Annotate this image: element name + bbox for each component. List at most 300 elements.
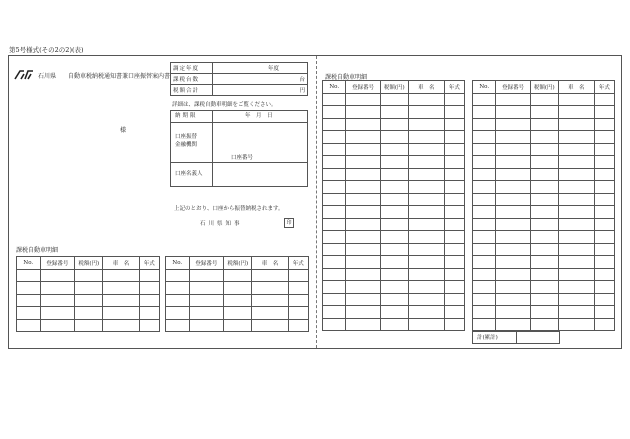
- table-cell: [252, 319, 288, 332]
- table-row: [473, 243, 615, 256]
- table-cell: [408, 93, 444, 106]
- table-cell: [558, 156, 594, 169]
- table-row: [473, 168, 615, 181]
- column-header: 車 名: [558, 81, 594, 94]
- table-row: [166, 294, 309, 307]
- table-cell: [408, 118, 444, 131]
- table-row: [473, 306, 615, 319]
- table-cell: [594, 231, 614, 244]
- table-cell: [346, 281, 380, 294]
- table-cell: [323, 181, 346, 194]
- table-cell: [189, 269, 224, 282]
- table-row: [323, 318, 465, 331]
- table-cell: [473, 143, 496, 156]
- vehicle-section-title-right: 課税自動車明細: [325, 74, 368, 81]
- table-cell: [252, 282, 288, 295]
- table-cell: [40, 294, 75, 307]
- table-cell: [594, 181, 614, 194]
- table-cell: [444, 118, 464, 131]
- table-cell: [346, 318, 380, 331]
- governor-name: 石川県知事: [200, 221, 243, 227]
- table-cell: [380, 206, 408, 219]
- table-cell: [408, 106, 444, 119]
- table-cell: [496, 231, 530, 244]
- table-cell: [496, 243, 530, 256]
- table-cell: [473, 131, 496, 144]
- form-header: [14, 70, 170, 80]
- table-cell: [496, 118, 530, 131]
- table-cell: [380, 281, 408, 294]
- table-cell: [594, 306, 614, 319]
- table-cell: [530, 106, 558, 119]
- document-title: 自動車税納税通知書兼口座振替案内書: [68, 72, 171, 80]
- table-row: [323, 106, 465, 119]
- table-header-row: [17, 257, 160, 270]
- table-cell: [17, 269, 41, 282]
- table-cell: [288, 294, 308, 307]
- table-cell: [496, 131, 530, 144]
- table-cell: [444, 143, 464, 156]
- table-row: [17, 282, 160, 295]
- table-cell: [40, 282, 75, 295]
- table-cell: [444, 318, 464, 331]
- table-cell: [530, 218, 558, 231]
- table-row: [323, 206, 465, 219]
- table-cell: [473, 293, 496, 306]
- table-cell: [496, 143, 530, 156]
- table-cell: [496, 106, 530, 119]
- table-row: [473, 218, 615, 231]
- prefecture-logo-icon: [14, 70, 34, 80]
- column-header: 年式: [444, 81, 464, 94]
- account-holder-label: 口座名義人: [171, 163, 213, 186]
- table-cell: [558, 268, 594, 281]
- table-cell: [496, 181, 530, 194]
- table-cell: [380, 293, 408, 306]
- table-cell: [166, 294, 190, 307]
- table-cell: [530, 118, 558, 131]
- table-cell: [530, 193, 558, 206]
- table-cell: [473, 106, 496, 119]
- table-cell: [323, 118, 346, 131]
- summary-label: 調定年度: [171, 63, 213, 74]
- table-cell: [558, 256, 594, 269]
- table-cell: [496, 93, 530, 106]
- table-cell: [496, 256, 530, 269]
- column-header: 年式: [139, 257, 159, 270]
- table-cell: [594, 218, 614, 231]
- table-cell: [323, 106, 346, 119]
- column-header: 車 名: [408, 81, 444, 94]
- table-cell: [380, 231, 408, 244]
- column-header: 税額(円): [75, 257, 103, 270]
- table-cell: [444, 218, 464, 231]
- table-cell: [594, 131, 614, 144]
- column-header: 登録番号: [496, 81, 530, 94]
- payment-box: [170, 110, 308, 187]
- table-cell: [558, 218, 594, 231]
- table-cell: [380, 268, 408, 281]
- table-row: [323, 293, 465, 306]
- table-row: [323, 231, 465, 244]
- table-row: [473, 156, 615, 169]
- table-cell: [408, 318, 444, 331]
- table-cell: [473, 318, 496, 331]
- table-cell: [346, 106, 380, 119]
- table-cell: [288, 282, 308, 295]
- table-cell: [323, 156, 346, 169]
- table-row: [473, 131, 615, 144]
- table-row: [323, 93, 465, 106]
- table-cell: [444, 193, 464, 206]
- table-header-row: [166, 257, 309, 270]
- table-cell: [594, 206, 614, 219]
- table-row: [473, 318, 615, 331]
- table-cell: [496, 193, 530, 206]
- table-cell: [408, 193, 444, 206]
- vehicle-section-title-left: 課税自動車明細: [16, 247, 59, 254]
- form-label: 第5号様式(その2の2)(表): [9, 46, 84, 54]
- summary-row-year: [171, 63, 308, 74]
- table-cell: [189, 307, 224, 320]
- table-cell: [380, 143, 408, 156]
- table-cell: [380, 131, 408, 144]
- table-cell: [530, 143, 558, 156]
- table-cell: [530, 206, 558, 219]
- table-cell: [75, 294, 103, 307]
- table-cell: [473, 93, 496, 106]
- table-cell: [346, 156, 380, 169]
- table-cell: [530, 131, 558, 144]
- table-cell: [444, 168, 464, 181]
- table-cell: [444, 93, 464, 106]
- table-cell: [594, 106, 614, 119]
- column-header: 税額(円): [530, 81, 558, 94]
- column-header: 登録番号: [40, 257, 75, 270]
- table-cell: [323, 306, 346, 319]
- table-cell: [408, 256, 444, 269]
- table-cell: [17, 294, 41, 307]
- column-header: 年式: [594, 81, 614, 94]
- table-cell: [380, 156, 408, 169]
- table-cell: [346, 243, 380, 256]
- table-cell: [408, 156, 444, 169]
- table-cell: [473, 118, 496, 131]
- table-row: [17, 319, 160, 332]
- table-cell: [594, 118, 614, 131]
- table-cell: [323, 293, 346, 306]
- table-cell: [496, 218, 530, 231]
- table-cell: [346, 268, 380, 281]
- table-cell: [558, 206, 594, 219]
- table-row: [323, 243, 465, 256]
- table-cell: [594, 318, 614, 331]
- table-cell: [530, 156, 558, 169]
- summary-row-total: [171, 85, 308, 96]
- summary-unit: 円: [213, 85, 308, 96]
- column-header: 税額(円): [224, 257, 252, 270]
- table-cell: [558, 118, 594, 131]
- table-cell: [408, 281, 444, 294]
- table-cell: [346, 131, 380, 144]
- table-cell: [380, 193, 408, 206]
- table-cell: [17, 282, 41, 295]
- table-cell: [166, 282, 190, 295]
- table-cell: [189, 319, 224, 332]
- table-cell: [224, 269, 252, 282]
- table-cell: [408, 218, 444, 231]
- column-header: No.: [166, 257, 190, 270]
- table-row: [323, 218, 465, 231]
- table-cell: [558, 293, 594, 306]
- table-cell: [558, 318, 594, 331]
- table-cell: [408, 206, 444, 219]
- table-row: [323, 181, 465, 194]
- table-cell: [594, 243, 614, 256]
- table-cell: [473, 218, 496, 231]
- table-cell: [288, 269, 308, 282]
- table-cell: [380, 306, 408, 319]
- table-cell: [224, 294, 252, 307]
- table-cell: [346, 168, 380, 181]
- table-cell: [408, 243, 444, 256]
- table-cell: [473, 206, 496, 219]
- table-cell: [530, 293, 558, 306]
- table-cell: [444, 231, 464, 244]
- table-cell: [444, 256, 464, 269]
- table-cell: [558, 193, 594, 206]
- table-row: [323, 268, 465, 281]
- bank-label-line1: 口座振替: [175, 134, 198, 140]
- bank-row: [171, 123, 307, 163]
- table-cell: [473, 231, 496, 244]
- table-cell: [17, 319, 41, 332]
- table-row: [323, 306, 465, 319]
- table-row: [323, 193, 465, 206]
- table-cell: [323, 168, 346, 181]
- deadline-units: 年 月 日: [245, 113, 273, 119]
- table-header-row: [473, 81, 615, 94]
- deadline-label: 納期限: [171, 111, 213, 122]
- vehicle-detail-table-1: [16, 256, 160, 332]
- table-cell: [530, 181, 558, 194]
- summary-label: 課税台数: [171, 74, 213, 85]
- table-cell: [473, 306, 496, 319]
- table-cell: [323, 143, 346, 156]
- table-cell: [496, 168, 530, 181]
- table-cell: [139, 282, 159, 295]
- official-seal: 印: [284, 218, 294, 228]
- table-cell: [530, 281, 558, 294]
- table-cell: [380, 318, 408, 331]
- table-cell: [346, 143, 380, 156]
- table-cell: [40, 319, 75, 332]
- table-cell: [323, 231, 346, 244]
- table-cell: [346, 206, 380, 219]
- table-cell: [444, 293, 464, 306]
- table-cell: [558, 306, 594, 319]
- table-cell: [40, 269, 75, 282]
- table-cell: [323, 131, 346, 144]
- table-row: [473, 281, 615, 294]
- table-cell: [496, 293, 530, 306]
- table-cell: [380, 118, 408, 131]
- table-cell: [380, 243, 408, 256]
- table-cell: [594, 256, 614, 269]
- column-header: No.: [323, 81, 346, 94]
- summary-row-count: [171, 74, 308, 85]
- table-cell: [530, 306, 558, 319]
- bank-label: [171, 123, 213, 162]
- table-cell: [473, 193, 496, 206]
- table-cell: [558, 243, 594, 256]
- table-cell: [139, 294, 159, 307]
- table-row: [473, 268, 615, 281]
- table-cell: [496, 281, 530, 294]
- table-cell: [346, 193, 380, 206]
- table-row: [473, 93, 615, 106]
- column-header: No.: [473, 81, 496, 94]
- table-cell: [496, 156, 530, 169]
- column-header: 税額(円): [380, 81, 408, 94]
- table-cell: [252, 294, 288, 307]
- table-cell: [75, 319, 103, 332]
- table-cell: [558, 281, 594, 294]
- summary-unit: 年度: [213, 63, 308, 74]
- table-cell: [323, 318, 346, 331]
- table-cell: [252, 307, 288, 320]
- table-row: [473, 231, 615, 244]
- table-cell: [323, 93, 346, 106]
- table-cell: [558, 181, 594, 194]
- table-cell: [594, 143, 614, 156]
- table-cell: [444, 106, 464, 119]
- table-cell: [444, 181, 464, 194]
- column-header: 車 名: [252, 257, 288, 270]
- table-cell: [380, 218, 408, 231]
- table-cell: [408, 268, 444, 281]
- table-cell: [323, 268, 346, 281]
- summary-unit: 台: [213, 74, 308, 85]
- table-row: [17, 294, 160, 307]
- account-holder-row: [171, 163, 307, 186]
- table-row: [323, 143, 465, 156]
- table-cell: [346, 218, 380, 231]
- table-cell: [408, 181, 444, 194]
- table-cell: [473, 168, 496, 181]
- table-cell: [323, 256, 346, 269]
- table-row: [323, 131, 465, 144]
- table-row: [323, 281, 465, 294]
- table-cell: [558, 131, 594, 144]
- table-cell: [530, 268, 558, 281]
- table-cell: [189, 294, 224, 307]
- table-cell: [380, 93, 408, 106]
- table-cell: [103, 307, 139, 320]
- table-cell: [346, 181, 380, 194]
- table-cell: [496, 306, 530, 319]
- table-row: [17, 307, 160, 320]
- table-cell: [166, 269, 190, 282]
- vehicle-detail-table-3: [322, 80, 465, 331]
- table-row: [473, 118, 615, 131]
- table-row: [166, 282, 309, 295]
- table-cell: [496, 268, 530, 281]
- table-cell: [558, 106, 594, 119]
- table-cell: [252, 269, 288, 282]
- prefecture-name: 石川県: [38, 72, 57, 80]
- table-row: [473, 181, 615, 194]
- table-cell: [380, 168, 408, 181]
- table-cell: [496, 206, 530, 219]
- table-cell: [40, 307, 75, 320]
- table-cell: [75, 307, 103, 320]
- table-cell: [224, 307, 252, 320]
- table-cell: [473, 256, 496, 269]
- table-cell: [496, 318, 530, 331]
- table-row: [323, 256, 465, 269]
- table-cell: [346, 231, 380, 244]
- table-row: [473, 206, 615, 219]
- table-cell: [139, 319, 159, 332]
- table-cell: [530, 93, 558, 106]
- table-cell: [380, 256, 408, 269]
- table-cell: [408, 231, 444, 244]
- table-cell: [323, 206, 346, 219]
- deadline-row: [171, 111, 307, 123]
- table-cell: [594, 281, 614, 294]
- table-cell: [558, 231, 594, 244]
- perforation-line: [316, 56, 317, 348]
- table-cell: [530, 168, 558, 181]
- table-cell: [139, 269, 159, 282]
- table-cell: [224, 319, 252, 332]
- table-cell: [530, 243, 558, 256]
- summary-label: 税額合計: [171, 85, 213, 96]
- column-header: 登録番号: [189, 257, 224, 270]
- table-cell: [530, 256, 558, 269]
- table-cell: [75, 282, 103, 295]
- table-cell: [139, 307, 159, 320]
- total-box: [472, 331, 560, 344]
- table-row: [473, 106, 615, 119]
- column-header: 登録番号: [346, 81, 380, 94]
- table-cell: [346, 256, 380, 269]
- table-cell: [444, 306, 464, 319]
- table-cell: [558, 93, 594, 106]
- table-cell: [594, 156, 614, 169]
- table-cell: [408, 131, 444, 144]
- total-label: 計(累計): [473, 332, 517, 343]
- table-row: [323, 168, 465, 181]
- column-header: No.: [17, 257, 41, 270]
- table-cell: [288, 319, 308, 332]
- table-row: [323, 118, 465, 131]
- table-cell: [224, 282, 252, 295]
- tax-summary-box: [170, 62, 308, 96]
- table-header-row: [323, 81, 465, 94]
- table-cell: [444, 156, 464, 169]
- table-row: [166, 307, 309, 320]
- table-cell: [380, 106, 408, 119]
- table-cell: [346, 293, 380, 306]
- table-cell: [473, 281, 496, 294]
- account-number-label: 口座番号: [231, 155, 254, 161]
- column-header: 車 名: [103, 257, 139, 270]
- table-cell: [594, 268, 614, 281]
- transfer-statement: 上記のとおり、口座から振替納税されます。: [174, 206, 284, 212]
- table-cell: [444, 206, 464, 219]
